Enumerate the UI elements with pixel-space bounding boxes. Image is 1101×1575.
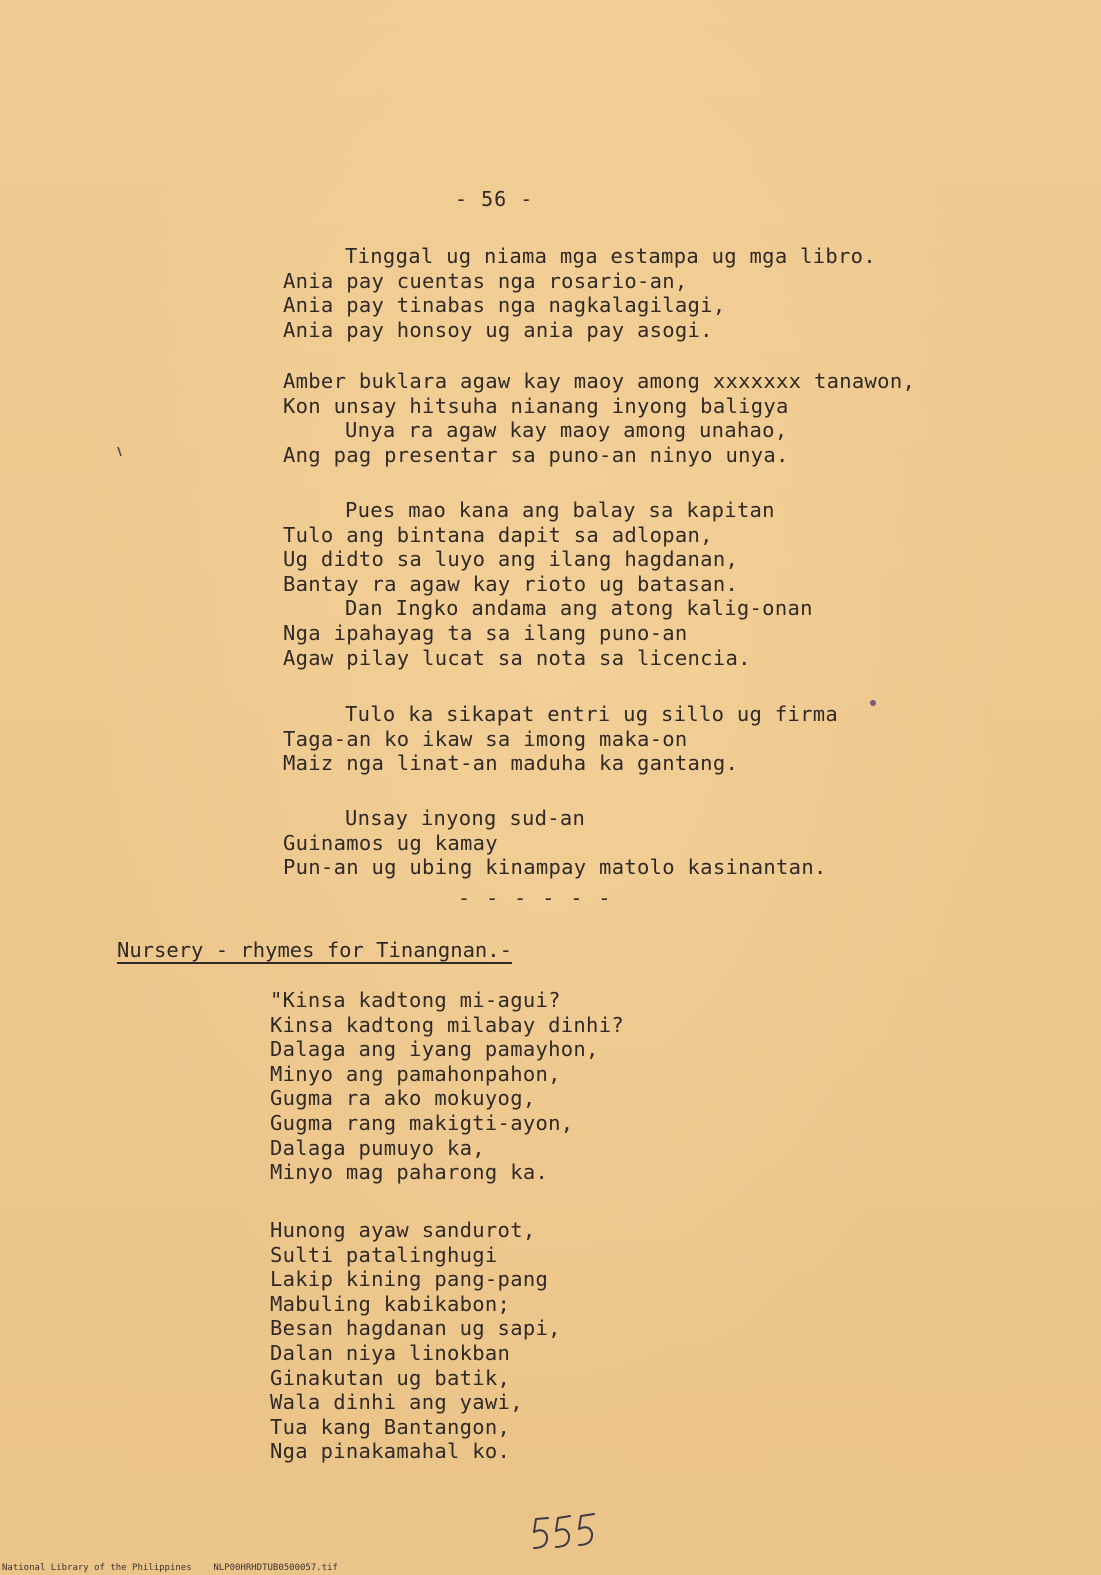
- verse-line: Pues mao kana ang balay sa kapitan: [345, 498, 775, 522]
- verse-line: Ania pay honsoy ug ania pay asogi.: [283, 317, 713, 342]
- verse-line: Minyo ang pamahonpahon,: [270, 1061, 561, 1086]
- verse-line: Ania pay tinabas nga nagkalagilagi,: [283, 293, 726, 318]
- stanza-3: [283, 498, 813, 670]
- verse-line: Unya ra agaw kay maoy among unahao,: [345, 418, 788, 443]
- stanza-5: [283, 806, 827, 880]
- verse-line: Dalaga pumuyo ka,: [270, 1135, 485, 1160]
- verse-line: Gugma rang makigti-ayon,: [270, 1110, 574, 1135]
- verse-line: Pun-an ug ubing kinampay matolo kasinantan.: [283, 855, 827, 880]
- verse-line: Tulo ka sikapat entri ug sillo ug firma: [345, 702, 839, 726]
- stanza-2: [283, 369, 915, 467]
- verse-line: Amber buklara agaw kay maoy among xxxxxxx tanawon,: [283, 369, 916, 393]
- verse-line: Nga ipahayag ta sa ilang puno-an: [283, 620, 688, 645]
- verse-line: Ginakutan ug batik,: [270, 1365, 511, 1390]
- verse-line: Tinggal ug niama mga estampa ug mga libro.: [345, 244, 876, 268]
- verse-line: Ang pag presentar sa puno-an ninyo unya.: [283, 442, 789, 467]
- verse-line: Minyo mag paharong ka.: [270, 1160, 549, 1185]
- stanza-4: [283, 702, 838, 776]
- verse-line: Gugma ra ako mokuyog,: [270, 1086, 536, 1111]
- verse-line: Maiz nga linat-an maduha ka gantang.: [283, 751, 739, 776]
- page-number: - 56 -: [455, 187, 534, 211]
- section-separator: - - - - - -: [458, 886, 613, 910]
- verse-line: Unsay inyong sud-an: [345, 806, 586, 830]
- verse-line: Wala dinhi ang yawi,: [270, 1390, 523, 1415]
- handwritten-page-number: [528, 1510, 603, 1555]
- verse-line: Kon unsay hitsuha nianang inyong baligya: [283, 393, 789, 418]
- verse-line: Sulti patalinghugi: [270, 1242, 498, 1267]
- verse-line: Taga-an ko ikaw sa imong maka-on: [283, 726, 688, 751]
- verse-line: "Kinsa kadtong mi-agui?: [270, 988, 561, 1012]
- verse-line: Dalan niya linokban: [270, 1340, 511, 1365]
- verse-line: Hunong ayaw sandurot,: [270, 1218, 536, 1242]
- verse-line: Kinsa kadtong milabay dinhi?: [270, 1012, 624, 1037]
- verse-line: Tua kang Bantangon,: [270, 1414, 511, 1439]
- nursery-rhyme-1: [270, 988, 624, 1185]
- verse-line: Lakip kining pang-pang: [270, 1267, 549, 1292]
- verse-line: Nga pinakamahal ko.: [270, 1439, 511, 1464]
- ink-dot: [868, 698, 878, 708]
- section-heading: Nursery - rhymes for Tinangnan.-: [117, 938, 512, 962]
- verse-line: Tulo ang bintana dapit sa adlopan,: [283, 522, 713, 547]
- verse-line: Dalaga ang iyang pamayhon,: [270, 1037, 599, 1062]
- nursery-rhyme-2: [270, 1218, 561, 1464]
- stanza-1: [283, 244, 876, 342]
- stray-mark: [116, 446, 124, 458]
- verse-line: Guinamos ug kamay: [283, 830, 498, 855]
- archive-footer: National Library of the Philippines NLP00HRHDTUB0500057.tif: [2, 1563, 338, 1573]
- verse-line: Ug didto sa luyo ang ilang hagdanan,: [283, 547, 739, 572]
- verse-line: Besan hagdanan ug sapi,: [270, 1316, 561, 1341]
- verse-line: Mabuling kabikabon;: [270, 1291, 511, 1316]
- verse-line: Dan Ingko andama ang atong kalig-onan: [345, 596, 813, 621]
- verse-line: Ania pay cuentas nga rosario-an,: [283, 268, 688, 293]
- verse-line: Agaw pilay lucat sa nota sa licencia.: [283, 645, 751, 670]
- verse-line: Bantay ra agaw kay rioto ug batasan.: [283, 571, 739, 596]
